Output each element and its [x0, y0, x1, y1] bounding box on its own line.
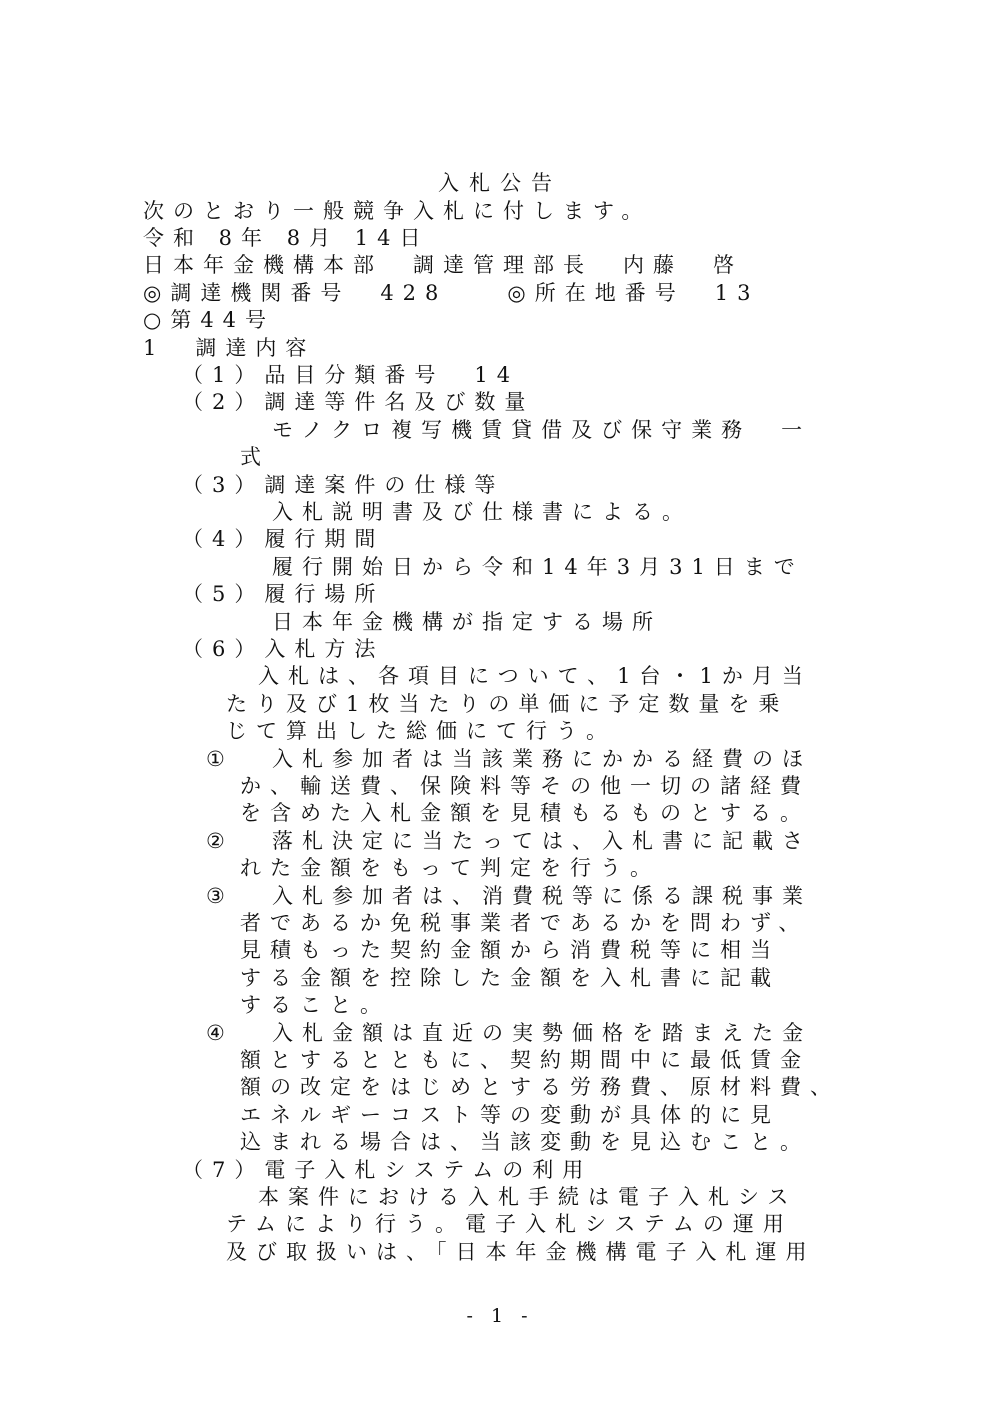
page-number: - 1 - — [466, 1305, 534, 1327]
item-body: モノクロ複写機賃貸借及び保守業務 一 — [272, 418, 812, 442]
item-body: 履行開始日から令和14年3月31日まで — [272, 555, 804, 579]
item-label: （4）履行期間 — [182, 527, 385, 551]
subitem-line: 入札参加者は、消費税等に係る課税事業 — [272, 884, 812, 908]
item-body: 日本年金機構が指定する場所 — [272, 610, 662, 634]
section-heading: 1 調達内容 — [143, 336, 316, 360]
procurement-codes: ◎調達機関番号 428 ◎所在地番号 13 — [143, 281, 760, 305]
subitem-mark: ④ — [206, 1021, 234, 1045]
subitem-mark: ① — [206, 747, 234, 771]
item-label: （1）品目分類番号 14 — [182, 363, 520, 387]
subitem-mark: ② — [206, 829, 234, 853]
item-body: 式 — [240, 445, 270, 469]
item-body: 入札は、各項目について、1台・1か月当 — [258, 664, 812, 688]
item-body: テムにより行う。電子入札システムの運用 — [226, 1212, 793, 1236]
subitem-line: を含めた入札金額を見積もるものとする。 — [240, 801, 810, 825]
subitem-line: 者であるか免税事業者であるかを問わず、 — [240, 911, 809, 935]
subitem-line: エネルギーコスト等の変動が具体的に見 — [240, 1103, 780, 1127]
subitem-mark: ③ — [206, 884, 234, 908]
subitem-line: 額の改定をはじめとする労務費、原材料費、 — [240, 1075, 840, 1099]
item-body: 入札説明書及び仕様書による。 — [272, 500, 692, 524]
issuer: 日本年金機構本部 調達管理部長 内藤 啓 — [143, 253, 743, 277]
subitem-line: 見積もった契約金額から消費税等に相当 — [240, 938, 780, 962]
subitem-line: 額とするとともに、契約期間中に最低賃金 — [240, 1048, 810, 1072]
subitem-line: すること。 — [240, 993, 390, 1017]
subitem-line: 込まれる場合は、当該変動を見込むこと。 — [240, 1130, 810, 1154]
subitem-line: する金額を控除した金額を入札書に記載 — [240, 966, 780, 990]
notice-number: ○第44号 — [143, 308, 276, 332]
item-body: じて算出した総価にて行う。 — [226, 719, 616, 743]
item-body: 及び取扱いは、「日本年金機構電子入札運用 — [226, 1240, 816, 1264]
subitem-line: れた金額をもって判定を行う。 — [240, 856, 660, 880]
intro-text: 次のとおり一般競争入札に付します。 — [143, 199, 652, 223]
subitem-line: か、輸送費、保険料等その他一切の諸経費 — [240, 774, 810, 798]
item-label: （2）調達等件名及び数量 — [182, 390, 535, 414]
notice-date: 令和 8年 8月 14日 — [143, 226, 430, 250]
item-label: （5）履行場所 — [182, 582, 385, 606]
item-body: たり及び1枚当たりの単価に予定数量を乗 — [226, 692, 789, 716]
subitem-line: 落札決定に当たっては、入札書に記載さ — [272, 829, 812, 853]
page-title: 入札公告 — [438, 171, 562, 195]
item-label: （6）入札方法 — [182, 637, 385, 661]
subitem-line: 入札金額は直近の実勢価格を踏まえた金 — [272, 1021, 812, 1045]
item-body: 本案件における入札手続は電子入札シス — [258, 1185, 798, 1209]
subitem-line: 入札参加者は当該業務にかかる経費のほ — [272, 747, 812, 771]
item-label: （7）電子入札システムの利用 — [182, 1158, 593, 1182]
item-label: （3）調達案件の仕様等 — [182, 473, 505, 497]
